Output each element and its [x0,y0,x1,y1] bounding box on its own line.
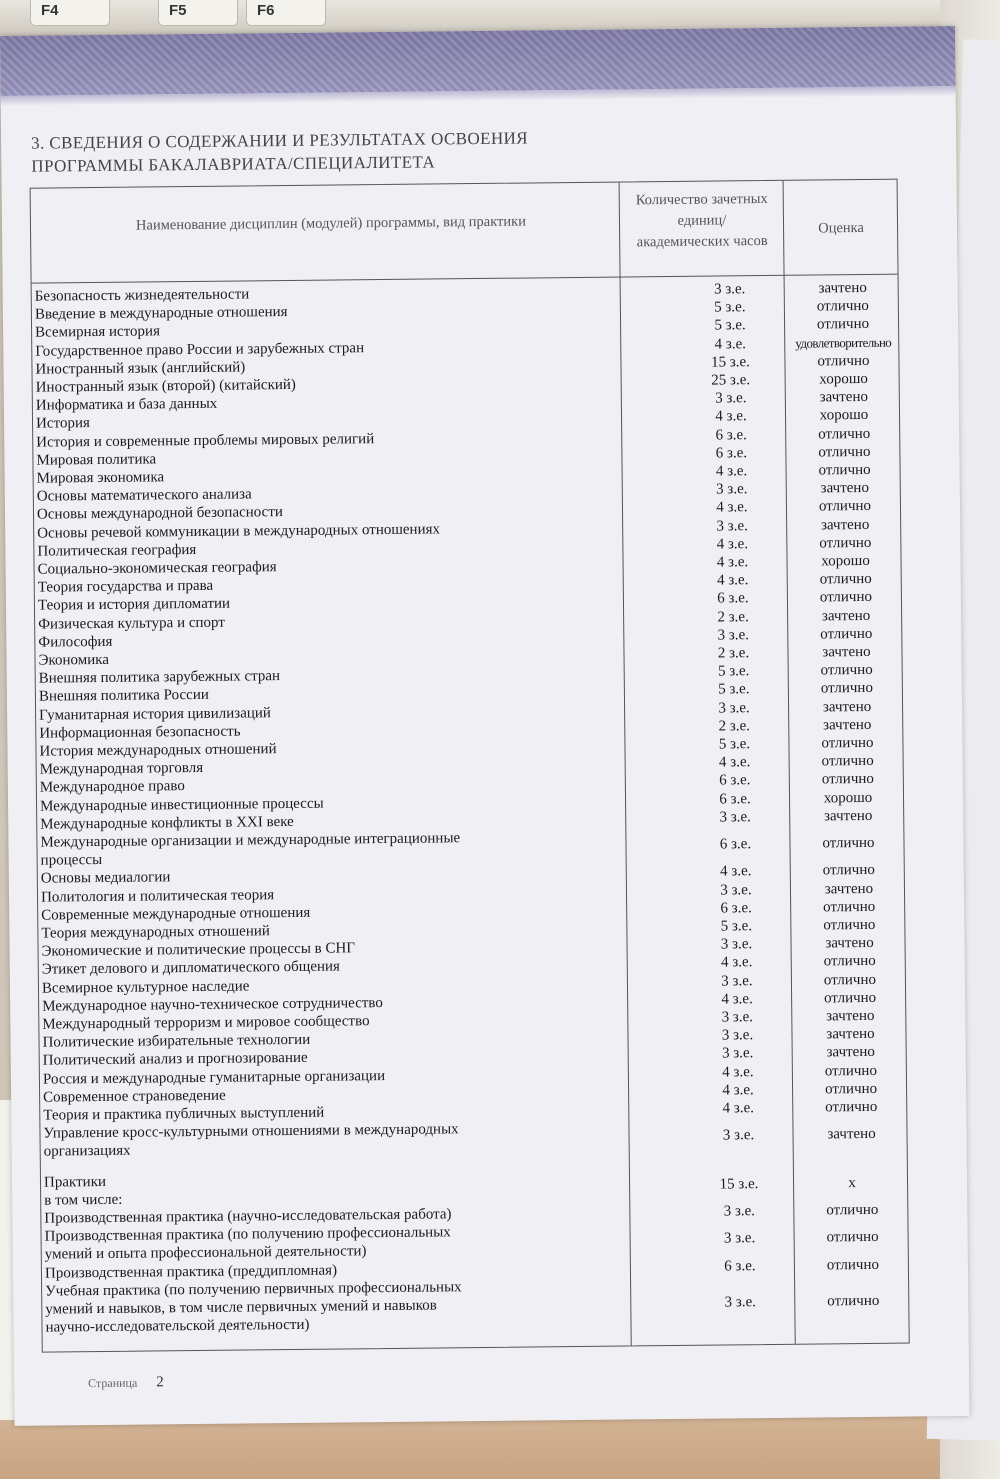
grade: отлично [818,443,871,461]
discipline-name: Всемирное культурное наследие [41,978,250,997]
credit-units: 3 з.е. [720,936,753,953]
credit-units: 3 з.е. [718,699,750,717]
discipline-name: Введение в международные отношения [34,304,288,323]
grade: хорошо [821,552,870,570]
grade: зачтено [827,1126,876,1143]
discipline-name: Основы речевой коммуникации в международных отношениях [37,521,441,542]
discipline-name: Мировая экономика [36,469,165,487]
discipline-name: Экономические и политические процессы в СНГ [41,940,356,960]
discipline-name: Этикет делового и дипломатического общения [41,958,340,979]
credit-units: 6 з.е. [715,444,748,462]
discipline-name: Политическая география [37,541,197,560]
credit-units: 2 з.е. [717,608,749,626]
discipline-name: История международных отношений [39,741,277,760]
credit-units: 3 з.е. [715,390,747,407]
credit-units: 3 з.е. [721,1009,754,1026]
heading-line-2: ПРОГРАММЫ БАКАЛАВРИАТА/СПЕЦИАЛИТЕТА [31,152,436,176]
credit-units: 4 з.е. [715,463,748,480]
credit-units: 6 з.е. [719,836,752,853]
credit-units: 15 з.е. [719,1175,759,1193]
discipline-name: Политология и политическая теория [40,886,275,906]
grade: отлично [819,571,872,588]
credit-units: 4 з.е. [722,1081,754,1099]
grade: зачтено [818,279,867,297]
grade: отлично [821,753,874,770]
grade: отлично [816,298,869,315]
grade: отлично [823,953,876,970]
grade: х [848,1174,856,1191]
discipline-name: Основы международной безопасности [36,504,283,524]
grade: отлично [821,771,874,788]
credit-units: 3 з.е. [719,808,751,826]
discipline-name: Физическая культура и спорт [38,614,225,633]
key-f4: F4 [30,0,110,26]
grade: зачтено [826,1044,875,1061]
grade: отлично [824,1062,877,1080]
discipline-name: Производственная практика (по получению профессиональных умений и опыта профессиональной деятельности) [44,1224,451,1263]
credit-units: 4 з.е. [720,863,752,880]
heading-line-1: 3. СВЕДЕНИЯ О СОДЕРЖАНИИ И РЕЗУЛЬТАТАХ ОСВОЕНИЯ [31,128,529,153]
grade: зачтено [820,516,870,534]
credit-units: 4 з.е. [722,1063,754,1081]
grade: отлично [823,898,876,916]
credit-units: 2 з.е. [717,645,750,662]
credit-units: 3 з.е. [724,1294,757,1311]
discipline-name: Основы математического анализа [36,486,252,505]
discipline-name: Управление кросс-культурными отношениями в международных организациях [43,1121,459,1160]
credit-units: 3 з.е. [722,1127,755,1144]
key-f5: F5 [158,0,238,26]
document-page [0,26,970,1426]
discipline-name: История и современные проблемы мировых религий [36,430,375,451]
credit-units: 3 з.е. [721,972,753,990]
grade: отлично [822,834,875,852]
credit-units: 5 з.е. [717,663,750,680]
grade: зачтено [822,643,871,661]
grade: отлично [827,1292,880,1310]
credit-units: 6 з.е. [724,1257,756,1275]
discipline-name: Современные международные отношения [41,904,311,924]
table-row [45,1273,906,1337]
grade: отлично [819,534,872,552]
grade: зачтено [824,880,874,898]
credit-units: 3 з.е. [721,1045,754,1062]
grade: зачтено [823,716,872,734]
credit-units: 6 з.е. [719,772,751,789]
credit-units: 4 з.е. [720,954,753,971]
credit-units: 3 з.е. [717,626,750,644]
grade: отлично [818,461,871,479]
grade: отлично [820,625,873,643]
footer-label: Страница [88,1375,138,1391]
credit-units: 5 з.е. [714,299,746,316]
grade: отлично [823,989,877,1007]
credit-units: 4 з.е. [716,535,749,553]
grade: отлично [817,352,870,370]
discipline-name: Иностранный язык (английский) [35,359,246,378]
discipline-name: Социально-экономическая география [37,559,277,578]
credit-units: 4 з.е. [721,990,753,1008]
grade: удовлетворительно [795,334,892,351]
discipline-name: Внешняя политика России [38,687,209,706]
discipline-name: Теория и история дипломатии [37,596,231,615]
credit-units: 5 з.е. [714,317,746,334]
grade: зачтено [826,1007,875,1025]
credit-units: 3 з.е. [720,881,752,899]
credit-units: 2 з.е. [718,717,751,735]
grade: зачтено [823,807,873,825]
credit-units: 6 з.е. [715,426,747,444]
discipline-name: Политический анализ и прогнозирование [42,1050,308,1069]
discipline-name: Международное научно-техническое сотрудничество [42,994,383,1015]
grade: отлично [823,916,876,934]
grade: зачтено [825,935,874,952]
grade: хорошо [819,370,868,388]
discipline-name: Внешняя политика зарубежных стран [38,668,281,687]
header-discipline: Наименование дисциплин (модулей) программы, вид практики [135,213,527,234]
grade: отлично [826,1229,879,1246]
discipline-name: Россия и международные гуманитарные организации [42,1067,386,1088]
grade: отлично [824,1080,878,1098]
credit-units: 6 з.е. [720,899,752,917]
grade: отлично [822,862,875,879]
discipline-name: Государственное право России и зарубежных стран [35,339,365,360]
header-grade: Оценка [818,219,864,237]
credit-units: 5 з.е. [720,918,753,935]
discipline-name: Философия [38,633,113,651]
page-footer [88,1374,180,1392]
grade: отлично [818,498,872,515]
discipline-name: Информационная безопасность [39,723,241,742]
credit-units: 3 з.е. [721,1027,754,1044]
grade: зачтено [819,389,869,406]
credit-units: 4 з.е. [714,335,747,353]
discipline-name: Теория международных отношений [41,923,270,942]
credit-units: 15 з.е. [710,353,750,371]
discipline-name: Учебная практика (по получению первичных профессиональных умений и навыков, в том числе первичных умений и навыков научно-исследовательской деятельности) [45,1279,462,1336]
credit-units: 3 з.е. [713,281,746,298]
credit-units: 4 з.е. [718,754,751,771]
discipline-name: Гуманитарная история цивилизаций [39,704,271,724]
grade: отлично [825,1098,878,1116]
credit-units: 6 з.е. [717,590,749,607]
grade: отлично [826,1256,880,1274]
discipline-name: Безопасность жизнедеятельности [34,286,250,305]
grade: отлично [821,734,874,752]
header-units: Количество зачетных единиц/ академических часов [635,190,768,251]
grade: отлично [816,316,870,333]
credit-units: 5 з.е. [718,681,750,698]
discipline-name: Международный терроризм и мировое сообщество [42,1013,370,1033]
page-number: 2 [156,1374,164,1391]
credit-units: 4 з.е. [716,499,748,516]
discipline-name: Политические избирательные технологии [42,1031,311,1051]
grade: отлично [819,589,873,606]
discipline-name: Основы медиалогии [40,869,171,888]
credit-units: 3 з.е. [723,1203,756,1220]
grade: отлично [823,971,877,989]
grade: зачтено [821,607,871,625]
discipline-name: Практики в том числе: [43,1173,123,1209]
grade: отлично [818,425,871,443]
discipline-name: Международные конфликты в XXI веке [40,813,294,833]
discipline-name: Международное право [39,778,185,797]
grade: отлично [820,680,873,697]
credit-units: 3 з.е. [716,481,748,498]
discipline-name: Информатика и база данных [35,395,218,414]
credit-units: 25 з.е. [711,372,751,389]
credit-units: 4 з.е. [716,554,749,571]
discipline-name: Современное страноведение [43,1087,226,1106]
credit-units: 4 з.е. [715,408,747,425]
section-heading [31,124,731,177]
grade: отлично [826,1201,879,1219]
discipline-name: Иностранный язык (второй) (китайский) [35,376,296,396]
discipline-name: Теория и практика публичных выступлений [43,1104,325,1124]
grade: зачтено [820,480,870,497]
discipline-name: Производственная практика (научно-исследовательская работа) [44,1206,452,1227]
discipline-name: Всемирная история [35,323,161,342]
decorative-band [0,26,956,96]
discipline-name: Теория государства и права [37,577,214,596]
credit-units: 3 з.е. [716,517,748,535]
grade: зачтено [826,1026,875,1043]
grade: хорошо [823,789,873,807]
discipline-name: Международная торговля [39,760,204,778]
discipline-name: Международные организации и международные интеграционные процессы [40,830,461,869]
discipline-name: Производственная практика (преддипломная) [44,1262,338,1282]
discipline-name: Международные инвестиционные процессы [39,795,324,815]
grade: зачтено [822,698,872,716]
credit-units: 4 з.е. [716,572,749,589]
discipline-name: Мировая политика [36,451,157,469]
discipline-name: История [35,415,90,433]
credit-units: 5 з.е. [718,736,751,753]
key-f6: F6 [246,0,326,26]
grade: хорошо [819,407,869,424]
credit-units: 3 з.е. [723,1230,756,1247]
credit-units: 4 з.е. [722,1100,755,1117]
grade: отлично [820,662,873,679]
credit-units: 6 з.е. [719,790,751,808]
discipline-name: Экономика [38,651,110,669]
